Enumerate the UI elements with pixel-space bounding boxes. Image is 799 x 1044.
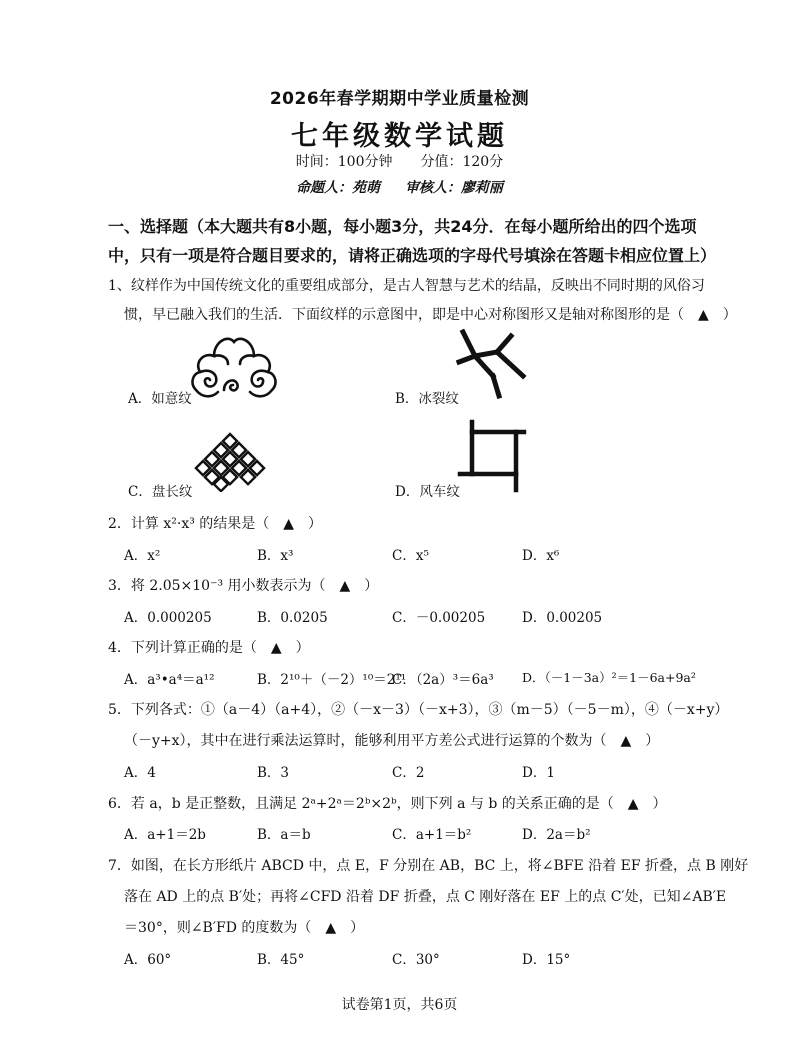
q6-option-a: A．a+1＝2b xyxy=(124,827,206,843)
q3-stem: 3．将 2.05×10⁻³ 用小数表示为（ ▲ ） xyxy=(108,578,379,594)
q6-option-c: C．a+1＝b² xyxy=(392,827,472,843)
q5-option-c: C．2 xyxy=(392,765,425,781)
endless-knot-pattern-figure xyxy=(188,432,272,492)
q4-stem: 4．下列计算正确的是（ ▲ ） xyxy=(108,640,310,656)
q7-option-a: A．60° xyxy=(124,952,172,968)
q2-option-a: A．x² xyxy=(124,548,161,564)
section-heading-line1: 一、选择题（本大题共有8小题，每小题3分，共24分．在每小题所给出的四个选项 xyxy=(108,217,697,236)
q2-option-b: B．x³ xyxy=(257,548,294,564)
subject-title: 七年级数学试题 xyxy=(291,121,508,152)
q3-option-c: C．－0.00205 xyxy=(392,610,486,626)
q6-option-b: B．a＝b xyxy=(257,827,311,843)
q2-stem: 2．计算 x²·x³ 的结果是（ ▲ ） xyxy=(108,516,323,532)
q5-stem-line1: 5．下列各式：①（a－4）（a+4），②（－x－3）（－x+3），③（m－5）（－5－m），④（－x+y） xyxy=(108,702,729,718)
q4-option-b: B．2¹⁰＋（－2）¹⁰＝2¹¹ xyxy=(257,672,407,688)
windmill-pattern-figure xyxy=(456,418,528,494)
q3-option-d: D．0.00205 xyxy=(522,610,603,626)
q7-stem-line1: 7．如图，在长方形纸片 ABCD 中，点 E，F 分别在 AB，BC 上，将∠BFE 沿着 EF 折叠，点 B 刚好 xyxy=(108,858,749,874)
q1-option-c: C．盘长纹 xyxy=(128,484,193,500)
q1-option-d: D．风车纹 xyxy=(395,484,460,500)
ice-crack-pattern-figure xyxy=(455,328,530,400)
time-info: 时间：100分钟 分值：120分 xyxy=(295,154,504,170)
q7-option-c: C．30° xyxy=(392,952,440,968)
q6-option-d: D．2a＝b² xyxy=(522,827,591,843)
authors xyxy=(0,177,799,197)
q1-stem-line2: 惯，早已融入我们的生活．下面纹样的示意图中，即是中心对称图形又是轴对称图形的是（ ▲ ） xyxy=(124,307,737,323)
reviewer-name: 审核人：廖莉丽 xyxy=(404,180,503,196)
q7-stem-line2: 落在 AD 上的点 B′处；再将∠CFD 沿着 DF 折叠，点 C 刚好落在 EF 上的点 C′处，已知∠AB′E xyxy=(124,889,727,905)
q1-option-b: B．冰裂纹 xyxy=(395,391,459,407)
page-footer: 试卷第1页，共6页 xyxy=(341,997,458,1013)
q5-option-b: B．3 xyxy=(257,765,290,781)
q6-stem: 6．若 a，b 是正整数，且满足 2ᵃ+2ᵃ＝2ᵇ×2ᵇ，则下列 a 与 b 的关系正确的是（ ▲ ） xyxy=(108,796,667,812)
author-name: 命题人：苑萌 xyxy=(296,180,381,196)
ruyi-pattern-figure xyxy=(188,330,280,402)
q4-option-c: C．（2a）³＝6a³ xyxy=(392,672,494,688)
q1-stem-line1: 1、纹样作为中国传统文化的重要组成部分，是古人智慧与艺术的结晶，反映出不同时期的风俗习 xyxy=(108,278,705,294)
exam-title: 2026年春学期期中学业质量检测 xyxy=(269,89,530,109)
q2-option-d: D．x⁶ xyxy=(522,548,560,564)
q5-option-d: D．1 xyxy=(522,765,555,781)
q7-option-d: D．15° xyxy=(522,952,571,968)
section-heading-line2: 中，只有一项是符合题目要求的，请将正确选项的字母代号填涂在答题卡相应位置上） xyxy=(108,246,717,265)
q1-option-a: A．如意纹 xyxy=(128,391,192,407)
q4-option-a: A．a³•a⁴＝a¹² xyxy=(124,672,215,688)
q7-stem-line3: ＝30°，则∠B′FD 的度数为（ ▲ ） xyxy=(124,920,365,936)
q2-option-c: C．x⁵ xyxy=(392,548,429,564)
q5-option-a: A．4 xyxy=(124,765,156,781)
q5-stem-line2: （－y+x），其中在进行乘法运算时，能够利用平方差公式进行运算的个数为（ ▲ ） xyxy=(124,733,660,749)
q7-option-b: B．45° xyxy=(257,952,305,968)
q4-option-d: D．（－1－3a）²＝1－6a+9a² xyxy=(522,670,696,685)
q3-option-b: B．0.0205 xyxy=(257,610,328,626)
q3-option-a: A．0.000205 xyxy=(124,610,212,626)
